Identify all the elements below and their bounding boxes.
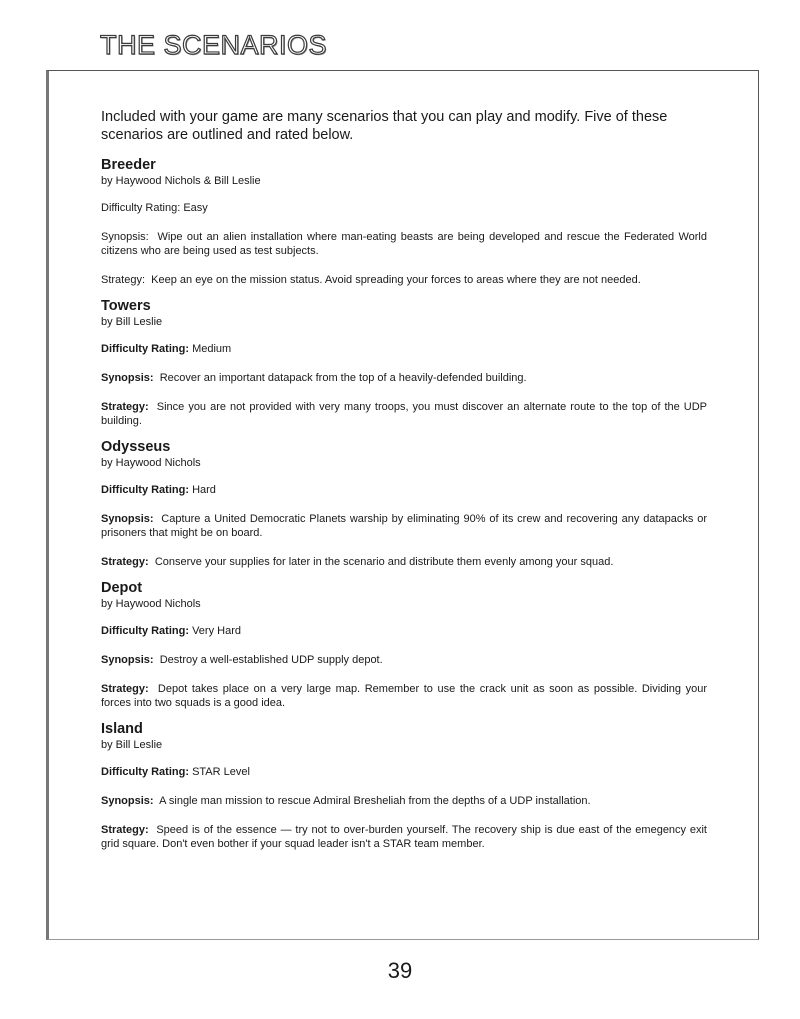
synopsis-text: A single man mission to rescue Admiral Bresheliah from the depths of a UDP installation.	[159, 795, 591, 807]
difficulty-label: Difficulty Rating:	[101, 484, 189, 496]
scenarios-content	[101, 108, 707, 862]
scenario-author: by Haywood Nichols	[101, 598, 201, 610]
scenario-name: Odysseus	[101, 439, 171, 455]
strategy-text: Keep an eye on the mission status. Avoid spreading your forces to areas where they are not needed.	[151, 274, 641, 286]
scenario-author: by Haywood Nichols	[101, 457, 201, 469]
strategy-text: Conserve your supplies for later in the scenario and distribute them evenly among your squad.	[154, 556, 614, 568]
strategy-label: Strategy:	[101, 683, 149, 695]
scenario-island	[101, 721, 707, 851]
scenario-name: Breeder	[101, 157, 156, 173]
intro-text: Included with your game are many scenarios that you can play and modify. Five of these scenarios are outlined and rated below.	[101, 109, 668, 143]
difficulty-label: Difficulty Rating:	[101, 625, 189, 637]
synopsis-label: Synopsis:	[101, 795, 154, 807]
difficulty-line	[101, 201, 707, 215]
scenario-author: by Bill Leslie	[101, 739, 163, 751]
strategy-label: Strategy:	[101, 824, 149, 836]
scenario-name: Depot	[101, 580, 143, 596]
difficulty-label: Difficulty Rating:	[101, 202, 181, 214]
strategy-label: Strategy:	[101, 274, 146, 286]
scenario-towers	[101, 298, 707, 428]
strategy-line	[101, 682, 707, 710]
difficulty-label: Difficulty Rating:	[101, 343, 189, 355]
difficulty-value: Easy	[183, 202, 208, 214]
scenario-name: Island	[101, 721, 143, 737]
strategy-line	[101, 273, 707, 287]
difficulty-value: Very Hard	[192, 625, 241, 637]
scenario-author: by Bill Leslie	[101, 316, 163, 328]
scenario-depot	[101, 580, 707, 710]
difficulty-line	[101, 342, 707, 356]
strategy-text: Speed is of the essence — try not to over-burden yourself. The recovery ship is due east of the emegency exit grid square. Don't even bother if your squad leader isn't a STAR team member.	[101, 824, 707, 850]
synopsis-line	[101, 230, 707, 258]
synopsis-line	[101, 512, 707, 540]
synopsis-label: Synopsis:	[101, 372, 154, 384]
scenario-author: by Haywood Nichols & Bill Leslie	[101, 175, 261, 187]
strategy-line	[101, 400, 707, 428]
difficulty-label: Difficulty Rating:	[101, 766, 189, 778]
difficulty-line	[101, 624, 707, 638]
synopsis-text: Recover an important datapack from the top of a heavily-defended building.	[159, 372, 527, 384]
strategy-line	[101, 555, 707, 569]
page-title: THE SCENARIOS	[100, 30, 328, 60]
strategy-line	[101, 823, 707, 851]
difficulty-value: STAR Level	[192, 766, 250, 778]
synopsis-text: Destroy a well-established UDP supply depot.	[159, 654, 383, 666]
difficulty-value: Hard	[192, 484, 216, 496]
scenario-odysseus	[101, 439, 707, 569]
synopsis-line	[101, 371, 707, 385]
strategy-text: Since you are not provided with very many troops, you must discover an alternate route to the top of the UDP building.	[101, 401, 707, 427]
scenario-breeder	[101, 157, 707, 287]
strategy-label: Strategy:	[101, 401, 149, 413]
synopsis-label: Synopsis:	[101, 654, 154, 666]
synopsis-line	[101, 653, 707, 667]
synopsis-label: Synopsis:	[101, 513, 154, 525]
difficulty-line	[101, 483, 707, 497]
page-number: 39	[387, 958, 413, 983]
synopsis-text: Wipe out an alien installation where man-eating beasts are being developed and rescue the Federated World citizens who are being used as test subjects.	[101, 231, 707, 257]
synopsis-label: Synopsis:	[101, 231, 149, 243]
difficulty-value: Medium	[192, 343, 232, 355]
synopsis-line	[101, 794, 707, 808]
strategy-label: Strategy:	[101, 556, 149, 568]
difficulty-line	[101, 765, 707, 779]
scenario-name: Towers	[101, 298, 151, 314]
synopsis-text: Capture a United Democratic Planets warship by eliminating 90% of its crew and recovering any datapacks or prisoners that might be on board.	[101, 513, 707, 539]
strategy-text: Depot takes place on a very large map. Remember to use the crack unit as soon as possible. Dividing your forces into two squads is a good idea.	[101, 683, 707, 709]
